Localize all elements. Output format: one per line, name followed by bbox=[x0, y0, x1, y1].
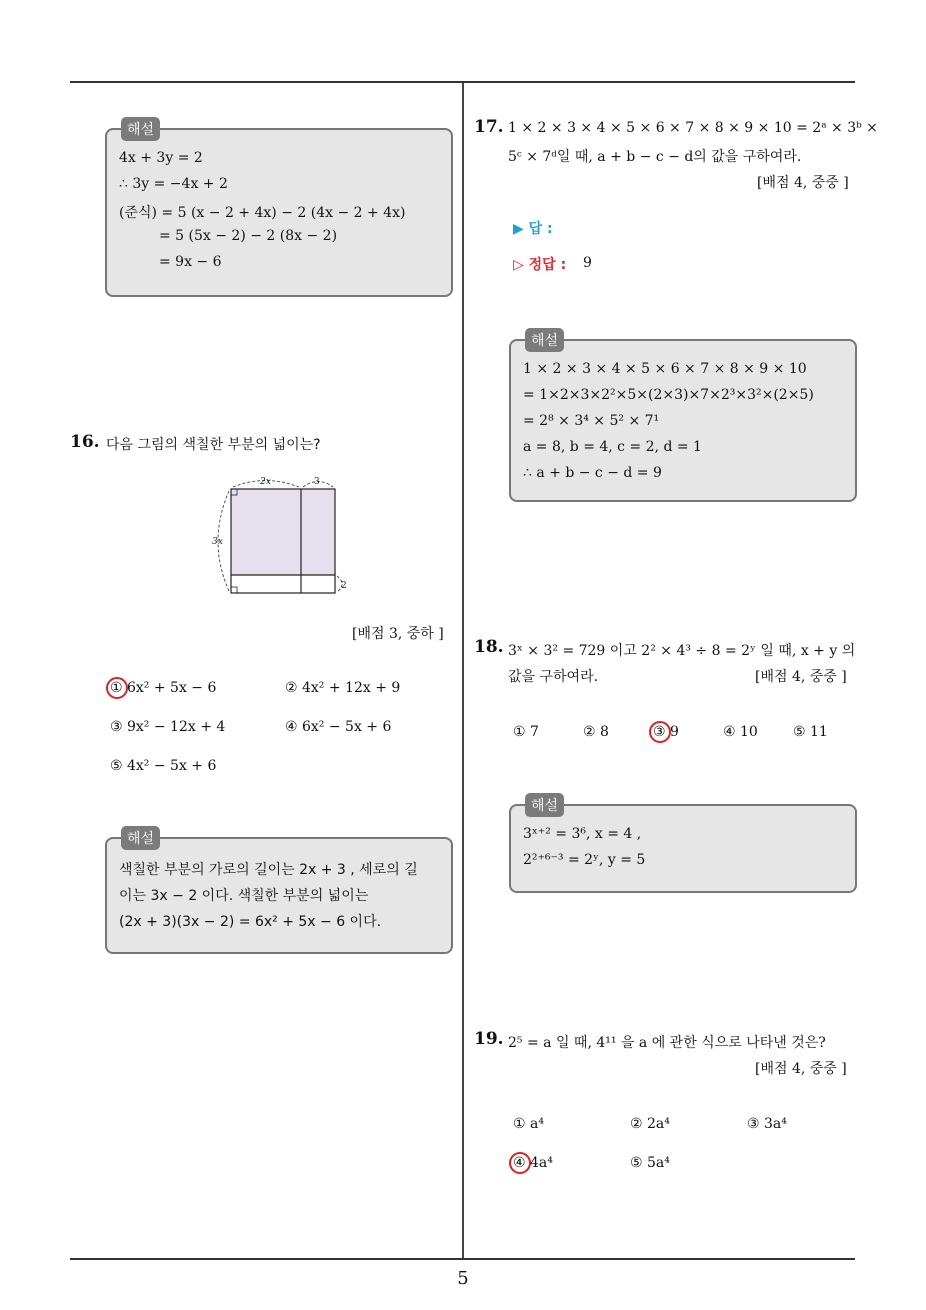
solution-box-18 bbox=[509, 798, 857, 893]
solution-line: 2²⁺⁶⁻³ = 2ʸ, y = 5 bbox=[523, 852, 646, 868]
choice-18-5[interactable]: ⑤ 11 bbox=[793, 724, 828, 740]
solution-line: 3ˣ⁺² = 3⁶, x = 4 , bbox=[523, 826, 642, 842]
choice-18-3[interactable]: ③ 9 bbox=[653, 724, 679, 740]
label-2: 2 bbox=[341, 581, 347, 591]
shaded-area-figure bbox=[205, 472, 355, 597]
solution-line: = 5 (5x − 2) − 2 (8x − 2) bbox=[159, 228, 338, 244]
solution-tag: 해설 bbox=[121, 117, 160, 141]
answer-label: ▶ 답 : bbox=[513, 221, 553, 237]
choice-16-4[interactable]: ④ 6x² − 5x + 6 bbox=[285, 719, 392, 735]
choice-18-4[interactable]: ④ 10 bbox=[723, 724, 758, 740]
solution-line: 4x + 3y = 2 bbox=[119, 150, 203, 166]
footer-rule bbox=[70, 1258, 855, 1260]
question-text-18-line2: 값을 구하여라. bbox=[508, 669, 599, 685]
solution-box-16 bbox=[105, 831, 453, 954]
solution-line: ∴ a + b − c − d = 9 bbox=[523, 465, 662, 481]
choice-19-3[interactable]: ③ 3a⁴ bbox=[747, 1116, 787, 1132]
solution-line: ∴ 3y = −4x + 2 bbox=[119, 176, 228, 192]
question-text-17-line2: 5ᶜ × 7ᵈ일 때, a + b − c − d의 값을 구하여라. bbox=[508, 149, 802, 165]
solution-box-15 bbox=[105, 122, 453, 297]
shaded-region bbox=[231, 489, 335, 575]
score-18: [배점 4, 중중 ] bbox=[755, 669, 847, 685]
label-3x: 3x bbox=[212, 537, 223, 547]
solution-line: = 2⁸ × 3⁴ × 5² × 7¹ bbox=[523, 413, 660, 429]
label-3: 3 bbox=[314, 477, 320, 487]
solution-tag: 해설 bbox=[121, 826, 160, 850]
solution-line: 이는 3x − 2 이다. 색칠한 부분의 넓이는 bbox=[119, 888, 369, 904]
question-text-16: 다음 그림의 색칠한 부분의 넓이는? bbox=[106, 437, 321, 453]
solution-line: (준식) = 5 (x − 2 + 4x) − 2 (4x − 2 + 4x) bbox=[119, 205, 406, 221]
choice-16-3[interactable]: ③ 9x² − 12x + 4 bbox=[110, 719, 226, 735]
column-divider bbox=[462, 83, 464, 1258]
question-number-17: 17. bbox=[474, 117, 504, 137]
label-2x: 2x bbox=[260, 477, 271, 487]
question-number-18: 18. bbox=[474, 637, 504, 657]
question-text-17-line1: 1 × 2 × 3 × 4 × 5 × 6 × 7 × 8 × 9 × 10 = 2ᵃ × 3ᵇ × bbox=[508, 120, 878, 136]
solution-line: 1 × 2 × 3 × 4 × 5 × 6 × 7 × 8 × 9 × 10 bbox=[523, 361, 807, 377]
question-text-18-line1: 3ˣ × 3² = 729 이고 2² × 4³ ÷ 8 = 2ʸ 일 때, x + y 의 bbox=[508, 643, 856, 659]
solution-line: 색칠한 부분의 가로의 길이는 2x + 3 , 세로의 길 bbox=[119, 862, 418, 878]
choice-16-5[interactable]: ⑤ 4x² − 5x + 6 bbox=[110, 758, 217, 774]
solution-tag: 해설 bbox=[525, 328, 564, 352]
correct-answer-label: ▷ 정답 : bbox=[513, 257, 567, 273]
question-number-16: 16. bbox=[70, 432, 100, 452]
corner-mark-bottom bbox=[231, 587, 237, 593]
question-number-19: 19. bbox=[474, 1029, 504, 1049]
solution-line: = 9x − 6 bbox=[159, 254, 222, 270]
choice-18-2[interactable]: ② 8 bbox=[583, 724, 609, 740]
solution-box-17 bbox=[509, 333, 857, 502]
score-19: [배점 4, 중중 ] bbox=[755, 1061, 847, 1077]
solution-line: (2x + 3)(3x − 2) = 6x² + 5x − 6 이다. bbox=[119, 914, 382, 930]
score-16: [배점 3, 중하 ] bbox=[352, 626, 444, 642]
solution-line: a = 8, b = 4, c = 2, d = 1 bbox=[523, 439, 702, 455]
choice-19-5[interactable]: ⑤ 5a⁴ bbox=[630, 1155, 670, 1171]
choice-16-1[interactable]: ① 6x² + 5x − 6 bbox=[110, 680, 217, 696]
correct-answer-value: 9 bbox=[583, 255, 592, 271]
choice-18-1[interactable]: ① 7 bbox=[513, 724, 539, 740]
page-number: 5 bbox=[457, 1268, 469, 1289]
choice-19-2[interactable]: ② 2a⁴ bbox=[630, 1116, 670, 1132]
solution-line: = 1×2×3×2²×5×(2×3)×7×2³×3²×(2×5) bbox=[523, 387, 814, 403]
choice-19-1[interactable]: ① a⁴ bbox=[513, 1116, 544, 1132]
choice-19-4[interactable]: ④ 4a⁴ bbox=[513, 1155, 553, 1171]
score-17: [배점 4, 중중 ] bbox=[757, 175, 849, 191]
choice-16-2[interactable]: ② 4x² + 12x + 9 bbox=[285, 680, 401, 696]
question-text-19: 2⁵ = a 일 때, 4¹¹ 을 a 에 관한 식으로 나타낸 것은? bbox=[508, 1035, 826, 1051]
solution-tag: 해설 bbox=[525, 793, 564, 817]
